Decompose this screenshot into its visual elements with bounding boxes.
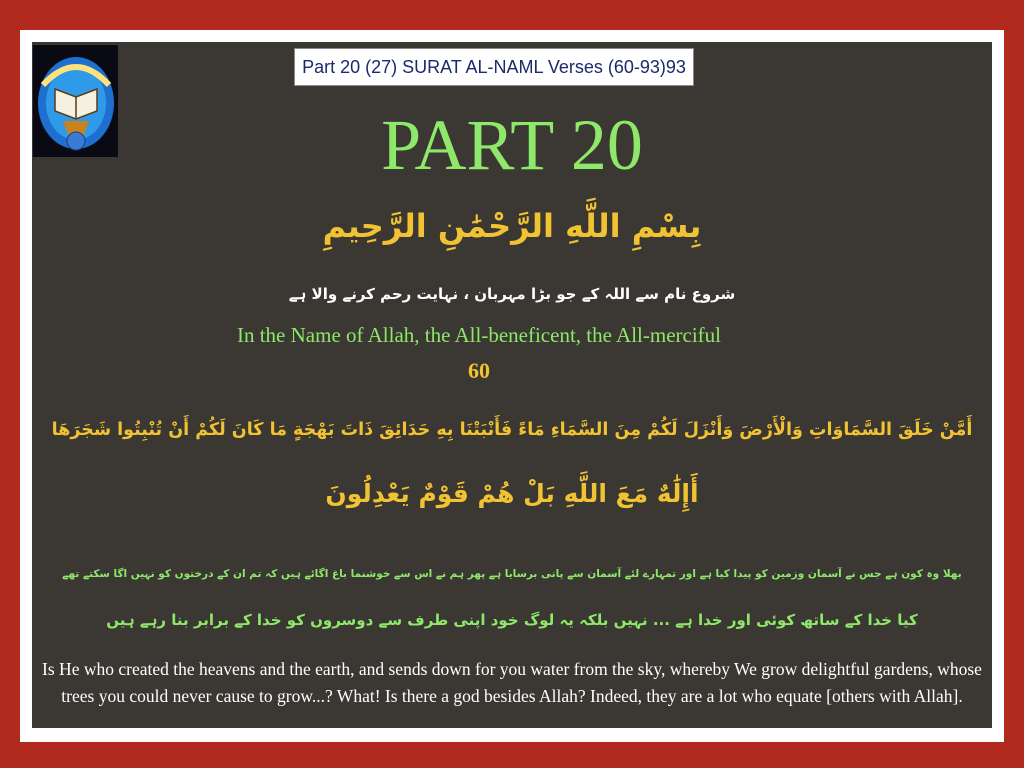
bismillah-urdu: شروع نام سے اللہ کے جو بڑا مہربان ، نہایت رحم کرنے والا ہے [288, 285, 736, 303]
surah-header [294, 48, 694, 86]
arabic-verse-line-1: أَمَّنْ خَلَقَ السَّمَاوَاتِ وَالْأَرْضَ وَأَنْزَلَ لَكُمْ مِنَ السَّمَاءِ مَاءً فَأَنْبَتْنَا بِهِ حَدَائِقَ ذَاتَ بَهْجَةٍ مَا كَانَ لَكُمْ أَنْ تُنْبِتُوا شَجَرَهَا [51, 420, 973, 440]
english-translation: Is He who created the heavens and the earth, and sends down for you water from the sky, whereby We grow delightful gardens, whose trees you could never cause to grow...? What! Is there a god besides Allah? Indeed, they are a lot who equate [others with Allah]. [42, 659, 982, 706]
surah-header-title: Part 20 (27) SURAT AL-NAML Verses (60-93)93 [302, 56, 686, 77]
urdu-translation-line-1: بھلا وہ کون ہے جس نے آسمان وزمین کو پیدا کیا ہے اور تمہارے لئے آسمان سے پانی برسایا ہے پھر ہم نے اس سے خوشنما باغ اگائے ہیں کہ تم ان کے درختوں کو نہیں اگا سکتے تھے [62, 568, 962, 580]
arabic-verse-line-2: أَإِلَٰهٌ مَعَ اللَّهِ بَلْ هُمْ قَوْمٌ يَعْدِلُونَ [325, 479, 699, 508]
bismillah-arabic: بِسْمِ اللَّهِ الرَّحْمَٰنِ الرَّحِيمِ [322, 207, 702, 245]
verse-number: 60 [468, 358, 490, 383]
part-title: PART 20 [381, 105, 643, 185]
bismillah-english: In the Name of Allah, the All-beneficent, the All-merciful [236, 323, 721, 347]
urdu-translation-line-2: کیا خدا کے ساتھ کوئی اور خدا ہے ... نہیں بلکہ یہ لوگ خود اپنی طرف سے دوسروں کو خدا کے برابر بنا رہے ہیں [106, 611, 918, 629]
